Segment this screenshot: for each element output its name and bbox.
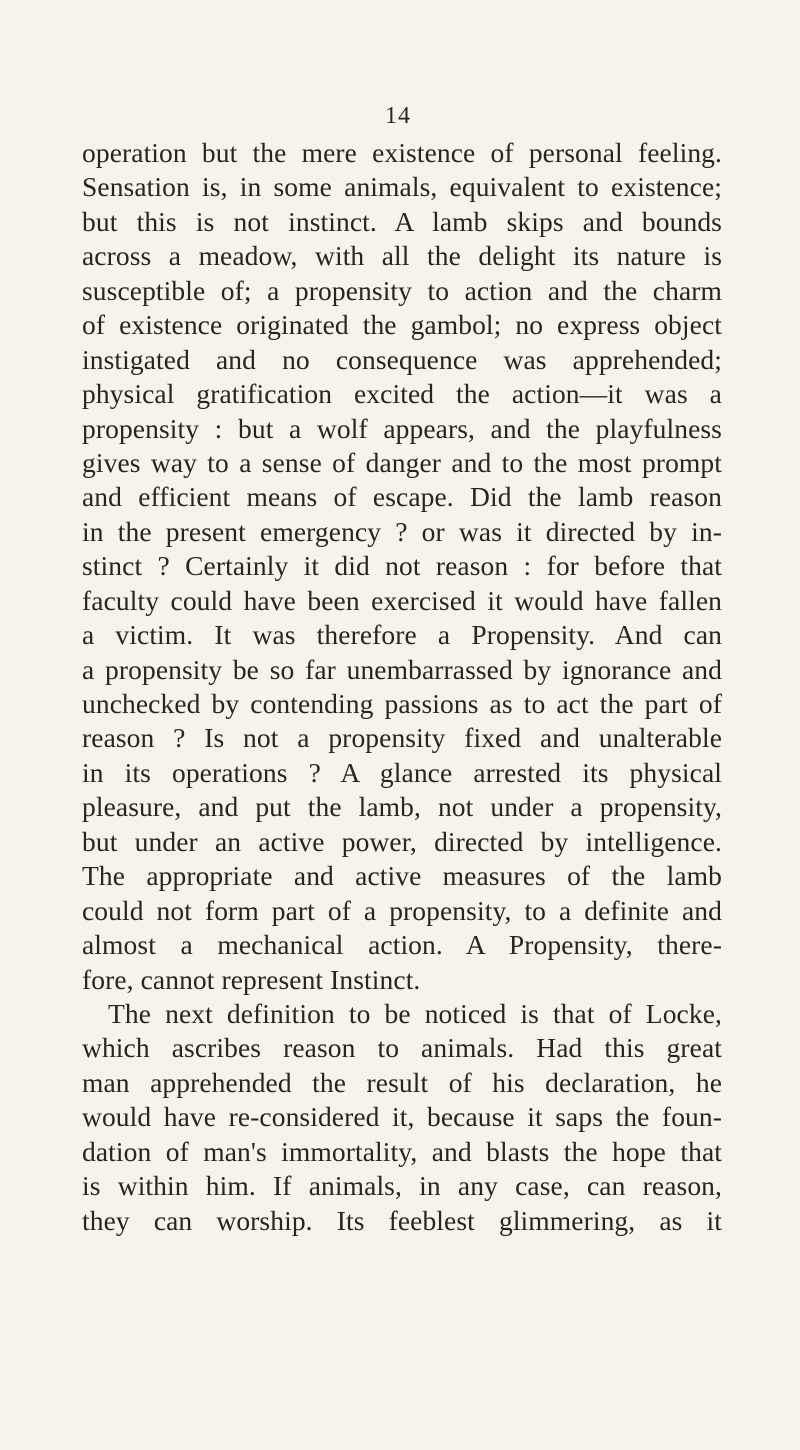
text-line: which ascribes reason to animals. Had this great: [82, 1032, 722, 1064]
text-line: and efficient means of escape. Did the lamb reason: [82, 481, 722, 513]
text-line: operation but the mere existence of personal feeling.: [82, 137, 722, 168]
text-line: The next definition to be noticed is that of Locke,: [108, 997, 722, 1029]
text-line: a victim. It was therefore a Propensity. And can: [82, 619, 722, 651]
text-line: dation of man's immortality, and blasts the hope that: [82, 1135, 722, 1167]
page-number: 14: [385, 103, 411, 129]
text-line: propensity : but a wolf appears, and the playfulness: [82, 412, 722, 444]
text-line: in its operations ? A glance arrested its physical: [82, 756, 722, 788]
text-line: pleasure, and put the lamb, not under a propensity,: [82, 791, 722, 823]
text-line: Sensation is, in some animals, equivalent to existence;: [82, 171, 722, 203]
text-line: would have re-considered it, because it saps the foun-: [82, 1101, 722, 1133]
text-line: faculty could have been exercised it would have fallen: [82, 584, 722, 616]
text-line: fore, cannot represent Instinct.: [82, 963, 421, 995]
text-line: but under an active power, directed by intelligence.: [82, 825, 722, 857]
text-line: gives way to a sense of danger and to the most prompt: [82, 446, 722, 478]
text-line: instigated and no consequence was apprehended;: [82, 343, 722, 375]
text-line: man apprehended the result of his declaration, he: [82, 1066, 722, 1098]
body-text: [82, 136, 722, 1238]
text-line: a propensity be so far unembarrassed by ignorance and: [82, 653, 722, 685]
text-line: they can worship. Its feeblest glimmering, as it: [82, 1204, 722, 1236]
text-line: unchecked by contending passions as to act the part of: [82, 688, 722, 719]
text-line: stinct ? Certainly it did not reason : for before that: [82, 550, 722, 582]
text-line: could not form part of a propensity, to a definite and: [82, 894, 722, 926]
text-line: The appropriate and active measures of the lamb: [82, 860, 722, 892]
text-line: across a meadow, with all the delight its nature is: [82, 240, 722, 272]
text-line: reason ? Is not a propensity fixed and unalterable: [82, 722, 722, 754]
text-line: physical gratification excited the action—it was a: [82, 378, 722, 410]
text-line: of existence originated the gambol; no express object: [82, 309, 722, 341]
text-line: susceptible of; a propensity to action and the charm: [82, 274, 722, 306]
text-line: almost a mechanical action. A Propensity, there-: [82, 929, 722, 961]
text-line: is within him. If animals, in any case, can reason,: [82, 1170, 722, 1202]
text-line: but this is not instinct. A lamb skips and bounds: [82, 205, 722, 237]
text-line: in the present emergency ? or was it directed by in-: [82, 515, 722, 547]
